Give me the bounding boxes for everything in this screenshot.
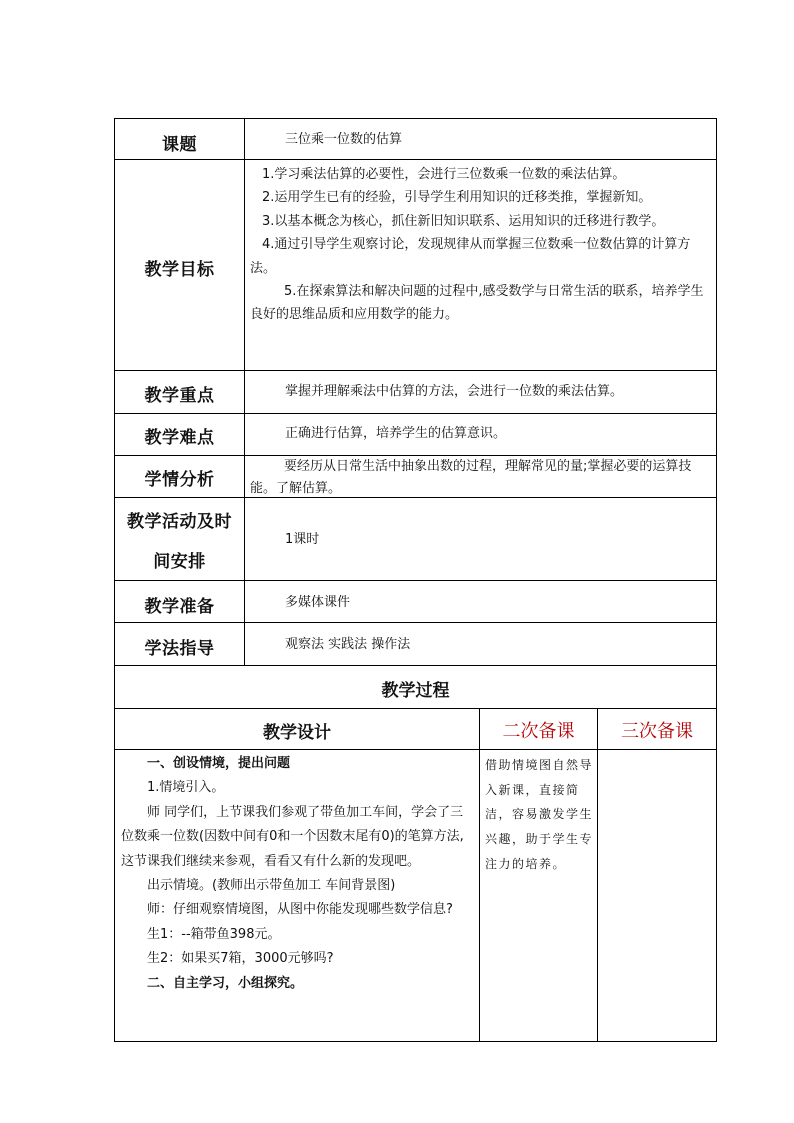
schedule-label-line2: 间安排 xyxy=(153,552,206,572)
goal-item: 4.通过引导学生观察讨论，发现规律从而掌握三位数乘一位数估算的计算方法。 xyxy=(250,237,691,276)
analysis-value: 要经历从日常生活中抽象出数的过程，理解常见的量;掌握必要的运算技能。了解估算。 xyxy=(250,459,692,496)
second-prep-note-text: 借助情境图自然导入新课，直接简洁，容易激发学生兴趣，助于学生专注力的培养。 xyxy=(485,758,594,871)
second-prep-column-header: 二次备课 xyxy=(502,721,575,742)
topic-label: 课题 xyxy=(162,135,197,155)
design-paragraph: 生1：--箱带鱼398元。 xyxy=(147,926,281,942)
goals-list xyxy=(250,163,712,327)
design-paragraph: 出示情境。(教师出示带鱼加工 车间背景图) xyxy=(147,878,396,894)
goal-item: 5.在探索算法和解决问题的过程中,感受数学与日常生活的联系，培养学生良好的思维品质和应用数学的能力。 xyxy=(250,284,704,323)
goal-item: 1.学习乘法估算的必要性，会进行三位数乘一位数的乘法估算。 xyxy=(262,167,626,182)
section-heading: 一、创设情境，提出问题 xyxy=(147,756,291,771)
schedule-value: 1课时 xyxy=(285,532,320,547)
third-prep-column-header: 三次备课 xyxy=(621,721,693,742)
design-paragraph: 师 同学们，上节课我们参观了带鱼加工车间，学会了三位数乘一位数(因数中间有0和一个因数末尾有0)的笔算方法,这节课我们继续来参观，看看又有什么新的发现吧。 xyxy=(121,804,464,869)
topic-value: 三位乘一位数的估算 xyxy=(285,132,403,147)
design-paragraph: 生2：如果买7箱，3000元够吗? xyxy=(147,951,334,967)
teaching-design-content xyxy=(121,752,474,996)
section-heading: 二、自主学习，小组探究。 xyxy=(147,975,304,991)
method-label: 学法指导 xyxy=(144,639,215,659)
third-prep-cell xyxy=(598,750,716,1040)
key-label: 教学重点 xyxy=(144,386,215,406)
design-paragraph: 1.情境引入。 xyxy=(147,780,225,796)
goal-item: 3.以基本概念为核心，抓住新旧知识联系、运用知识的迁移进行教学。 xyxy=(262,213,665,229)
difficulty-label: 教学难点 xyxy=(144,428,215,448)
key-value: 掌握并理解乘法中估算的方法，会进行一位数的乘法估算。 xyxy=(285,384,624,399)
method-value: 观察法 实践法 操作法 xyxy=(285,637,411,652)
second-prep-note xyxy=(485,753,593,877)
goals-label: 教学目标 xyxy=(144,260,215,280)
design-paragraph: 师：仔细观察情境图，从图中你能发现哪些数学信息? xyxy=(147,902,453,918)
process-title: 教学过程 xyxy=(381,681,450,701)
design-column-header: 教学设计 xyxy=(263,723,331,743)
difficulty-value: 正确进行估算，培养学生的估算意识。 xyxy=(285,426,507,441)
goal-item: 2.运用学生已有的经验，引导学生利用知识的迁移类推，掌握新知。 xyxy=(262,190,652,206)
schedule-label-line1: 教学活动及时 xyxy=(127,512,232,532)
analysis-label: 学情分析 xyxy=(144,470,215,490)
prep-value: 多媒体课件 xyxy=(285,595,351,610)
prep-label: 教学准备 xyxy=(144,597,215,617)
